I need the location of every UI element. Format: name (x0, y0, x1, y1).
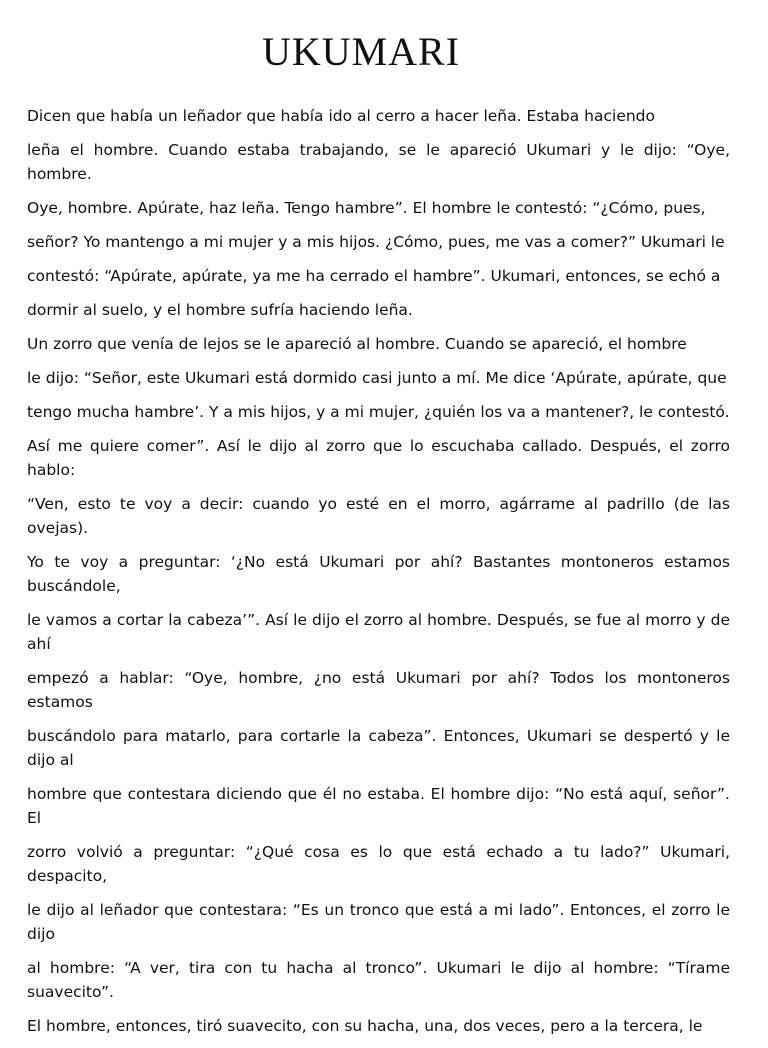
document-title: UKUMARI (261, 29, 461, 74)
paragraph: Oye, hombre. Apúrate, haz leña. Tengo hambre”. El hombre le contestó: “¿Cómo, pues, (27, 199, 706, 217)
paragraph: le dijo: “Señor, este Ukumari está dormido casi junto a mí. Me dice ‘Apúrate, apúrate, que (27, 369, 727, 387)
paragraph: contestó: “Apúrate, apúrate, ya me ha cerrado el hambre”. Ukumari, entonces, se echó a (27, 267, 721, 285)
paragraph: empezó a hablar: “Oye, hombre, ¿no está Ukumari por ahí? Todos los montoneros estamos (27, 669, 730, 711)
paragraph: buscándolo para matarlo, para cortarle la cabeza”. Entonces, Ukumari se despertó y le dijo al (27, 727, 730, 769)
paragraph: le vamos a cortar la cabeza’”. Así le dijo el zorro al hombre. Después, se fue al morro y de ahí (27, 611, 730, 653)
paragraph: El hombre, entonces, tiró suavecito, con su hacha, una, dos veces, pero a la tercera, le (27, 1017, 703, 1035)
paragraph: zorro volvió a preguntar: “¿Qué cosa es lo que está echado a tu lado?” Ukumari, despacito, (27, 843, 730, 885)
paragraph: Así me quiere comer”. Así le dijo al zorro que lo escuchaba callado. Después, el zorro hablo: (27, 437, 730, 479)
paragraph: tengo mucha hambre’. Y a mis hijos, y a mi mujer, ¿quién los va a mantener?, le contestó. (27, 403, 730, 421)
paragraph: señor? Yo mantengo a mi mujer y a mis hijos. ¿Cómo, pues, me vas a comer?” Ukumari le (27, 233, 725, 251)
paragraph: leña el hombre. Cuando estaba trabajando, se le apareció Ukumari y le dijo: “Oye, hombre. (27, 141, 730, 183)
paragraph: dormir al suelo, y el hombre sufría haciendo leña. (27, 301, 413, 319)
paragraph: Yo te voy a preguntar: ‘¿No está Ukumari por ahí? Bastantes montoneros estamos buscándole, (27, 553, 730, 595)
document-body (27, 104, 730, 1048)
paragraph: le dijo al leñador que contestara: “Es un tronco que está a mi lado”. Entonces, el zorro le dijo (27, 901, 730, 943)
paragraph: Un zorro que venía de lejos se le apareció al hombre. Cuando se apareció, el hombre (27, 335, 687, 353)
paragraph: Dicen que había un leñador que había ido al cerro a hacer leña. Estaba haciendo (27, 107, 655, 125)
paragraph: “Ven, esto te voy a decir: cuando yo esté en el morro, agárrame al padrillo (de las ovejas). (27, 495, 730, 537)
paragraph: hombre que contestara diciendo que él no estaba. El hombre dijo: “No está aquí, señor”. El (27, 785, 730, 827)
paragraph: al hombre: “A ver, tira con tu hacha al tronco”. Ukumari le dijo al hombre: “Tírame suavecito”. (27, 959, 730, 1001)
